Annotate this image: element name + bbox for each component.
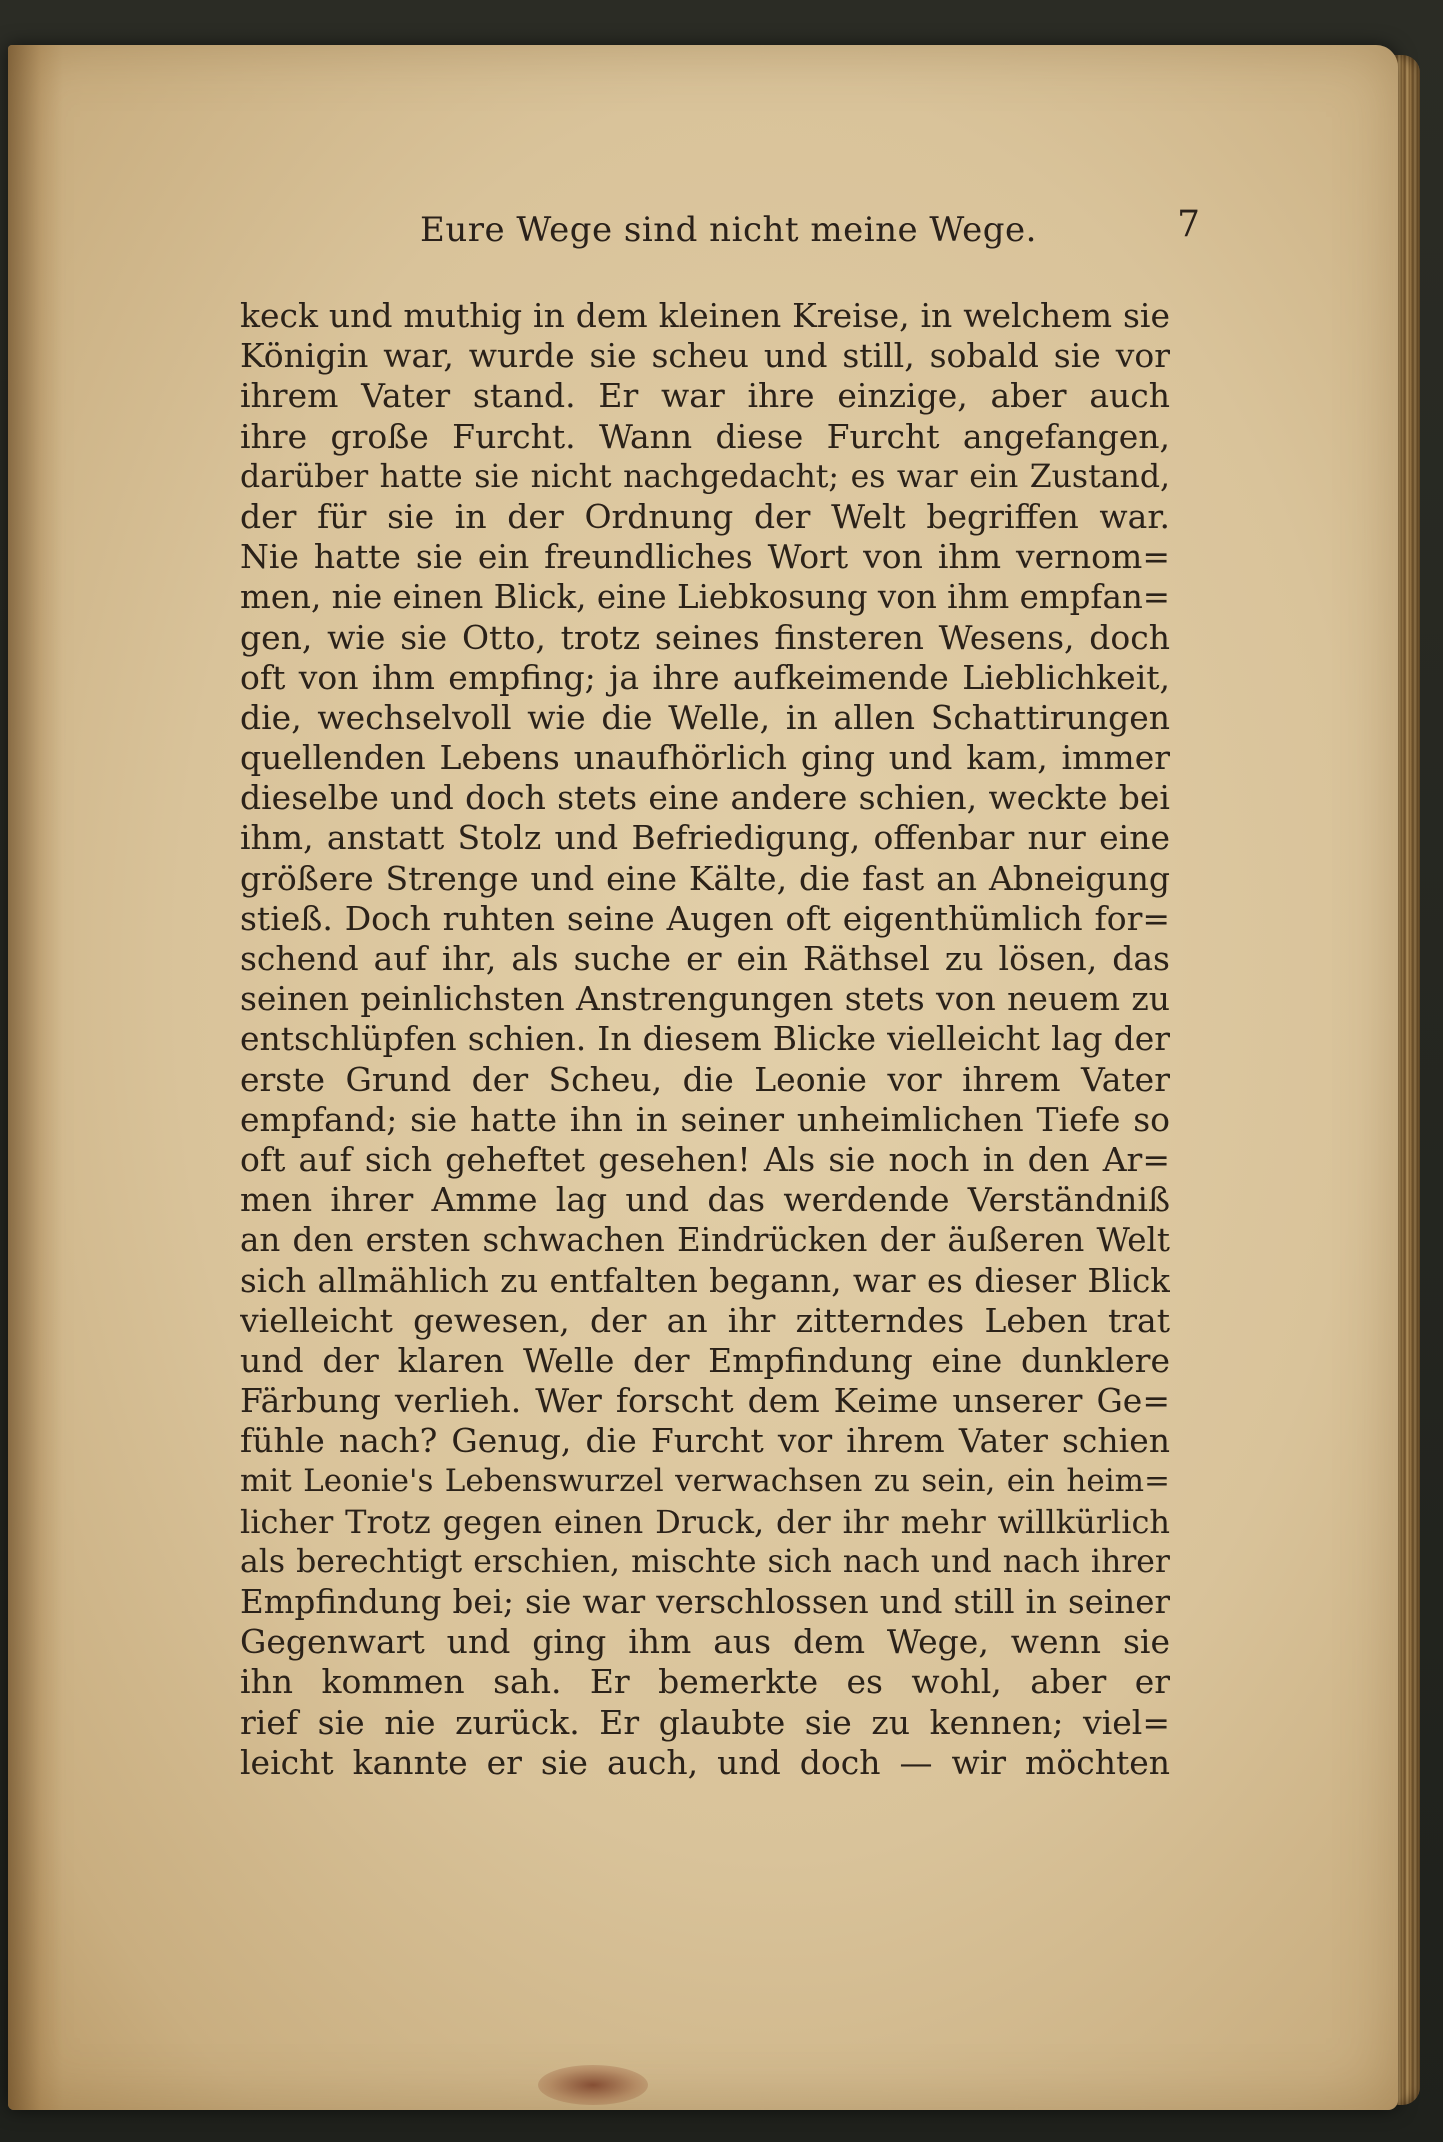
text-line: ihre große Furcht. Wann diese Furcht angefangen, [240,416,1170,456]
text-line: rief sie nie zurück. Er glaubte sie zu kennen; viel= [240,1702,1170,1742]
paper-stain [538,2065,648,2105]
text-line: gen, wie sie Otto, trotz seines finsteren Wesens, doch [240,617,1170,657]
text-line: darüber hatte sie nicht nachgedacht; es war ein Zustand, [240,458,1170,495]
text-line: größere Strenge und eine Kälte, die fast an Abneigung [240,858,1170,898]
text-line: mit Leonie's Lebenswurzel verwachsen zu sein, ein heim= [240,1463,1170,1500]
text-line: Nie hatte sie ein freundliches Wort von ihm vernom= [240,537,1170,577]
running-head [420,200,1200,260]
text-line: men, nie einen Blick, eine Liebkosung von ihm empfan= [240,578,1170,617]
text-line: ihrem Vater stand. Er war ihre einzige, aber auch [240,376,1170,416]
running-head-title: Eure Wege sind nicht meine Wege. [420,210,1037,250]
text-line: Königin war, wurde sie scheu und still, sobald sie vor [240,336,1170,376]
text-line: seinen peinlichsten Anstrengungen stets von neuem zu [240,979,1170,1019]
text-line: ihm, anstatt Stolz und Befriedigung, offenbar nur eine [240,818,1170,858]
text-line: erste Grund der Scheu, die Leonie vor ihrem Vater [240,1059,1170,1099]
text-line: der für sie in der Ordnung der Welt begriffen war. [240,496,1170,536]
text-line: und der klaren Welle der Empfindung eine dunklere [240,1340,1170,1380]
text-line: an den ersten schwachen Eindrücken der äußeren Welt [240,1221,1170,1260]
text-line: keck und muthig in dem kleinen Kreise, in welchem sie [240,296,1170,335]
text-line: Empfindung bei; sie war verschlossen und still in seiner [240,1583,1170,1621]
text-line: fühle nach? Genug, die Furcht vor ihrem Vater schien [240,1421,1170,1461]
text-line: quellenden Lebens unaufhörlich ging und kam, immer [240,738,1170,778]
text-line: stieß. Doch ruhten seine Augen oft eigenthümlich for= [240,898,1170,938]
text-line: oft von ihm empfing; ja ihre aufkeimende Lieblichkeit, [240,657,1170,697]
text-line: Gegenwart und ging ihm aus dem Wege, wenn sie [240,1622,1170,1662]
text-line: men ihrer Amme lag und das werdende Verständniß [240,1180,1170,1220]
text-line: leicht kannte er sie auch, und doch — wir möchten [240,1742,1170,1782]
page-number: 7 [1177,204,1200,245]
text-line: entschlüpfen schien. In diesem Blicke vielleicht lag der [240,1019,1170,1059]
body-text [240,296,1170,1783]
binding-gutter [8,45,63,2110]
text-line: ihn kommen sah. Er bemerkte es wohl, aber er [240,1662,1170,1702]
text-line: dieselbe und doch stets eine andere schien, weckte bei [240,778,1170,818]
text-line: licher Trotz gegen einen Druck, der ihr mehr willkürlich [240,1502,1170,1541]
text-line: oft auf sich geheftet gesehen! Als sie noch in den Ar= [240,1139,1170,1179]
text-line: die, wechselvoll wie die Welle, in allen Schattirungen [240,697,1170,737]
text-line: als berechtigt erschien, mischte sich nach und nach ihrer [240,1543,1170,1580]
text-line: vielleicht gewesen, der an ihr zitterndes Leben trat [240,1300,1170,1340]
text-line: Färbung verlieh. Wer forscht dem Keime unserer Ge= [240,1381,1170,1421]
text-line: sich allmählich zu entfalten begann, war es dieser Blick [240,1261,1170,1300]
text-line: schend auf ihr, als suche er ein Räthsel zu lösen, das [240,939,1170,978]
text-line: empfand; sie hatte ihn in seiner unheimlichen Tiefe so [240,1099,1170,1139]
